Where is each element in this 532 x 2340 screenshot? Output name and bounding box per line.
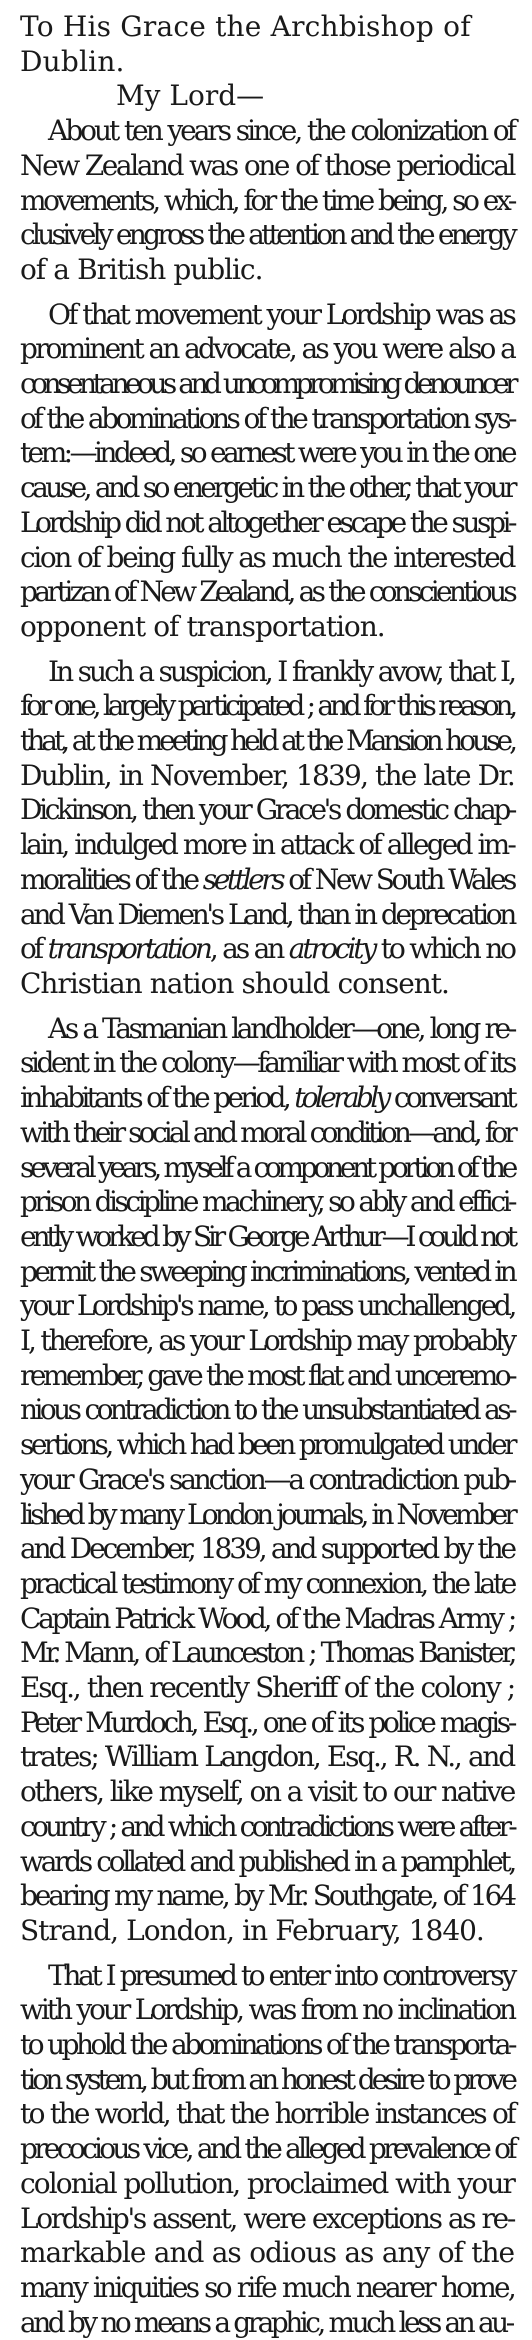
- text-line: practical testimony of my connexion, the late: [20, 1566, 514, 1600]
- text-line: colonial pollution, proclaimed with your: [20, 2166, 514, 2200]
- paragraph: [20, 1959, 532, 2340]
- text-line: to uphold the abominations of the transporta-: [20, 2028, 514, 2062]
- text-line: In such a suspicion, I frankly avow, that I,: [48, 654, 514, 688]
- paragraph-gap: [20, 1002, 532, 1012]
- text-line: with your Lordship, was from no inclination: [20, 1993, 514, 2027]
- text-line: permit the sweeping incriminations, vented in: [20, 1254, 514, 1288]
- text-line: of transportation, as an atrocity to which no: [20, 932, 514, 966]
- text-line: markable and as odious as any of the: [20, 2236, 514, 2270]
- text-line: and by no means a graphic, much less an au-: [20, 2305, 512, 2339]
- text-line: inhabitants of the period, tolerably conversant: [20, 1081, 514, 1115]
- text-line: of a British public.: [20, 252, 263, 286]
- text-line: Of that movement your Lordship was as: [48, 297, 514, 331]
- paragraph: [20, 114, 532, 288]
- text-line: Lordship's assent, were exceptions as re-: [20, 2201, 514, 2235]
- text-line: wards collated and published in a pamphlet,: [20, 1844, 514, 1878]
- paragraph-gap: [20, 288, 532, 298]
- text-line: opponent of transportation.: [20, 609, 385, 643]
- text-line: cause, and so energetic in the other, that your: [20, 471, 514, 505]
- text-line: movements, which, for the time being, so ex-: [20, 183, 514, 217]
- text-line: and December, 1839, and supported by the: [20, 1532, 514, 1566]
- text-line: several years, myself a component portion of the: [20, 1150, 514, 1184]
- text-line: Peter Murdoch, Esq., one of its police magis-: [20, 1705, 514, 1739]
- text-line: lished by many London journals, in November: [20, 1497, 514, 1531]
- text-line: to the world, that the horrible instances of: [20, 2097, 514, 2131]
- text-line: New Zealand was one of those periodical: [20, 148, 514, 182]
- text-line: clusively engross the attention and the energy: [20, 218, 514, 252]
- text-line: Captain Patrick Wood, of the Madras Army ;: [20, 1601, 514, 1635]
- text-line: That I presumed to enter into controversy: [48, 1958, 514, 1992]
- paragraph-gap: [20, 645, 532, 655]
- text-line: precocious vice, and the alleged prevalence of: [20, 2132, 514, 2166]
- text-line: Mr. Mann, of Launceston ; Thomas Banister,: [20, 1636, 514, 1670]
- text-line: country ; and which contradictions were after-: [20, 1809, 514, 1843]
- text-line: that, at the meeting held at the Mansion house,: [20, 724, 514, 758]
- text-line: Dublin, in November, 1839, the late Dr.: [20, 758, 514, 792]
- text-line: trates; William Langdon, Esq., R. N., and: [20, 1740, 514, 1774]
- paragraph: [20, 1012, 532, 1949]
- text-line: ently worked by Sir George Arthur—I could not: [20, 1219, 514, 1253]
- text-line: sertions, which had been promulgated under: [20, 1428, 514, 1462]
- text-line: nious contradiction to the unsubstantiated as-: [20, 1393, 514, 1427]
- text-line: your Lordship's name, to pass unchallenged,: [20, 1289, 514, 1323]
- text-line: consentaneous and uncompromising denouncer: [20, 367, 514, 401]
- letter-body: [20, 114, 532, 2340]
- text-line: of the abominations of the transportation sys-: [20, 401, 514, 435]
- text-line: your Grace's sanction—a contradiction pub-: [20, 1462, 514, 1496]
- text-line: with their social and moral condition—and, for: [20, 1115, 514, 1149]
- letter-page: [20, 10, 532, 2340]
- text-line: Lordship did not altogether escape the suspi-: [20, 505, 514, 539]
- text-line: bearing my name, by Mr. Southgate, of 164: [20, 1879, 514, 1913]
- text-line: prominent an advocate, as you were also a: [20, 332, 514, 366]
- text-line: many iniquities so rife much nearer home,: [20, 2271, 514, 2304]
- paragraph: [20, 298, 532, 645]
- text-line: remember, gave the most flat and unceremo-: [20, 1358, 514, 1392]
- text-line: moralities of the settlers of New South Wales: [20, 862, 514, 896]
- text-line: partizan of New Zealand, as the conscientious: [20, 575, 514, 609]
- text-line: Esq., then recently Sheriff of the colony ;: [20, 1671, 514, 1705]
- text-line: Dickinson, then your Grace's domestic chap-: [20, 793, 514, 827]
- text-line: As a Tasmanian landholder—one, long re-: [48, 1011, 514, 1045]
- text-line: and Van Diemen's Land, than in deprecation: [20, 897, 514, 931]
- text-line: tion system, but from an honest desire to prove: [20, 2062, 514, 2096]
- text-line: prison discipline machinery, so ably and effici-: [20, 1185, 514, 1219]
- salutation-heading: To His Grace the Archbishop of Dublin.: [20, 10, 471, 78]
- text-line: for one, largely participated ; and for this reason,: [20, 689, 514, 723]
- paragraph-gap: [20, 1949, 532, 1959]
- text-line: tem:—indeed, so earnest were you in the one: [20, 436, 514, 470]
- text-line: others, like myself, on a visit to our native: [20, 1775, 514, 1809]
- paragraph: [20, 655, 532, 1002]
- text-line: About ten years since, the colonization of: [48, 114, 514, 148]
- text-line: Strand, London, in February, 1840.: [20, 1913, 484, 1947]
- text-line: sident in the colony—familiar with most of its: [20, 1046, 514, 1080]
- text-line: cion of being fully as much the interested: [20, 540, 514, 574]
- text-line: I, therefore, as your Lordship may probably: [20, 1324, 514, 1358]
- greeting: My Lord—: [116, 79, 265, 113]
- text-line: lain, indulged more in attack of alleged im-: [20, 828, 514, 862]
- text-line: Christian nation should consent.: [20, 966, 449, 1000]
